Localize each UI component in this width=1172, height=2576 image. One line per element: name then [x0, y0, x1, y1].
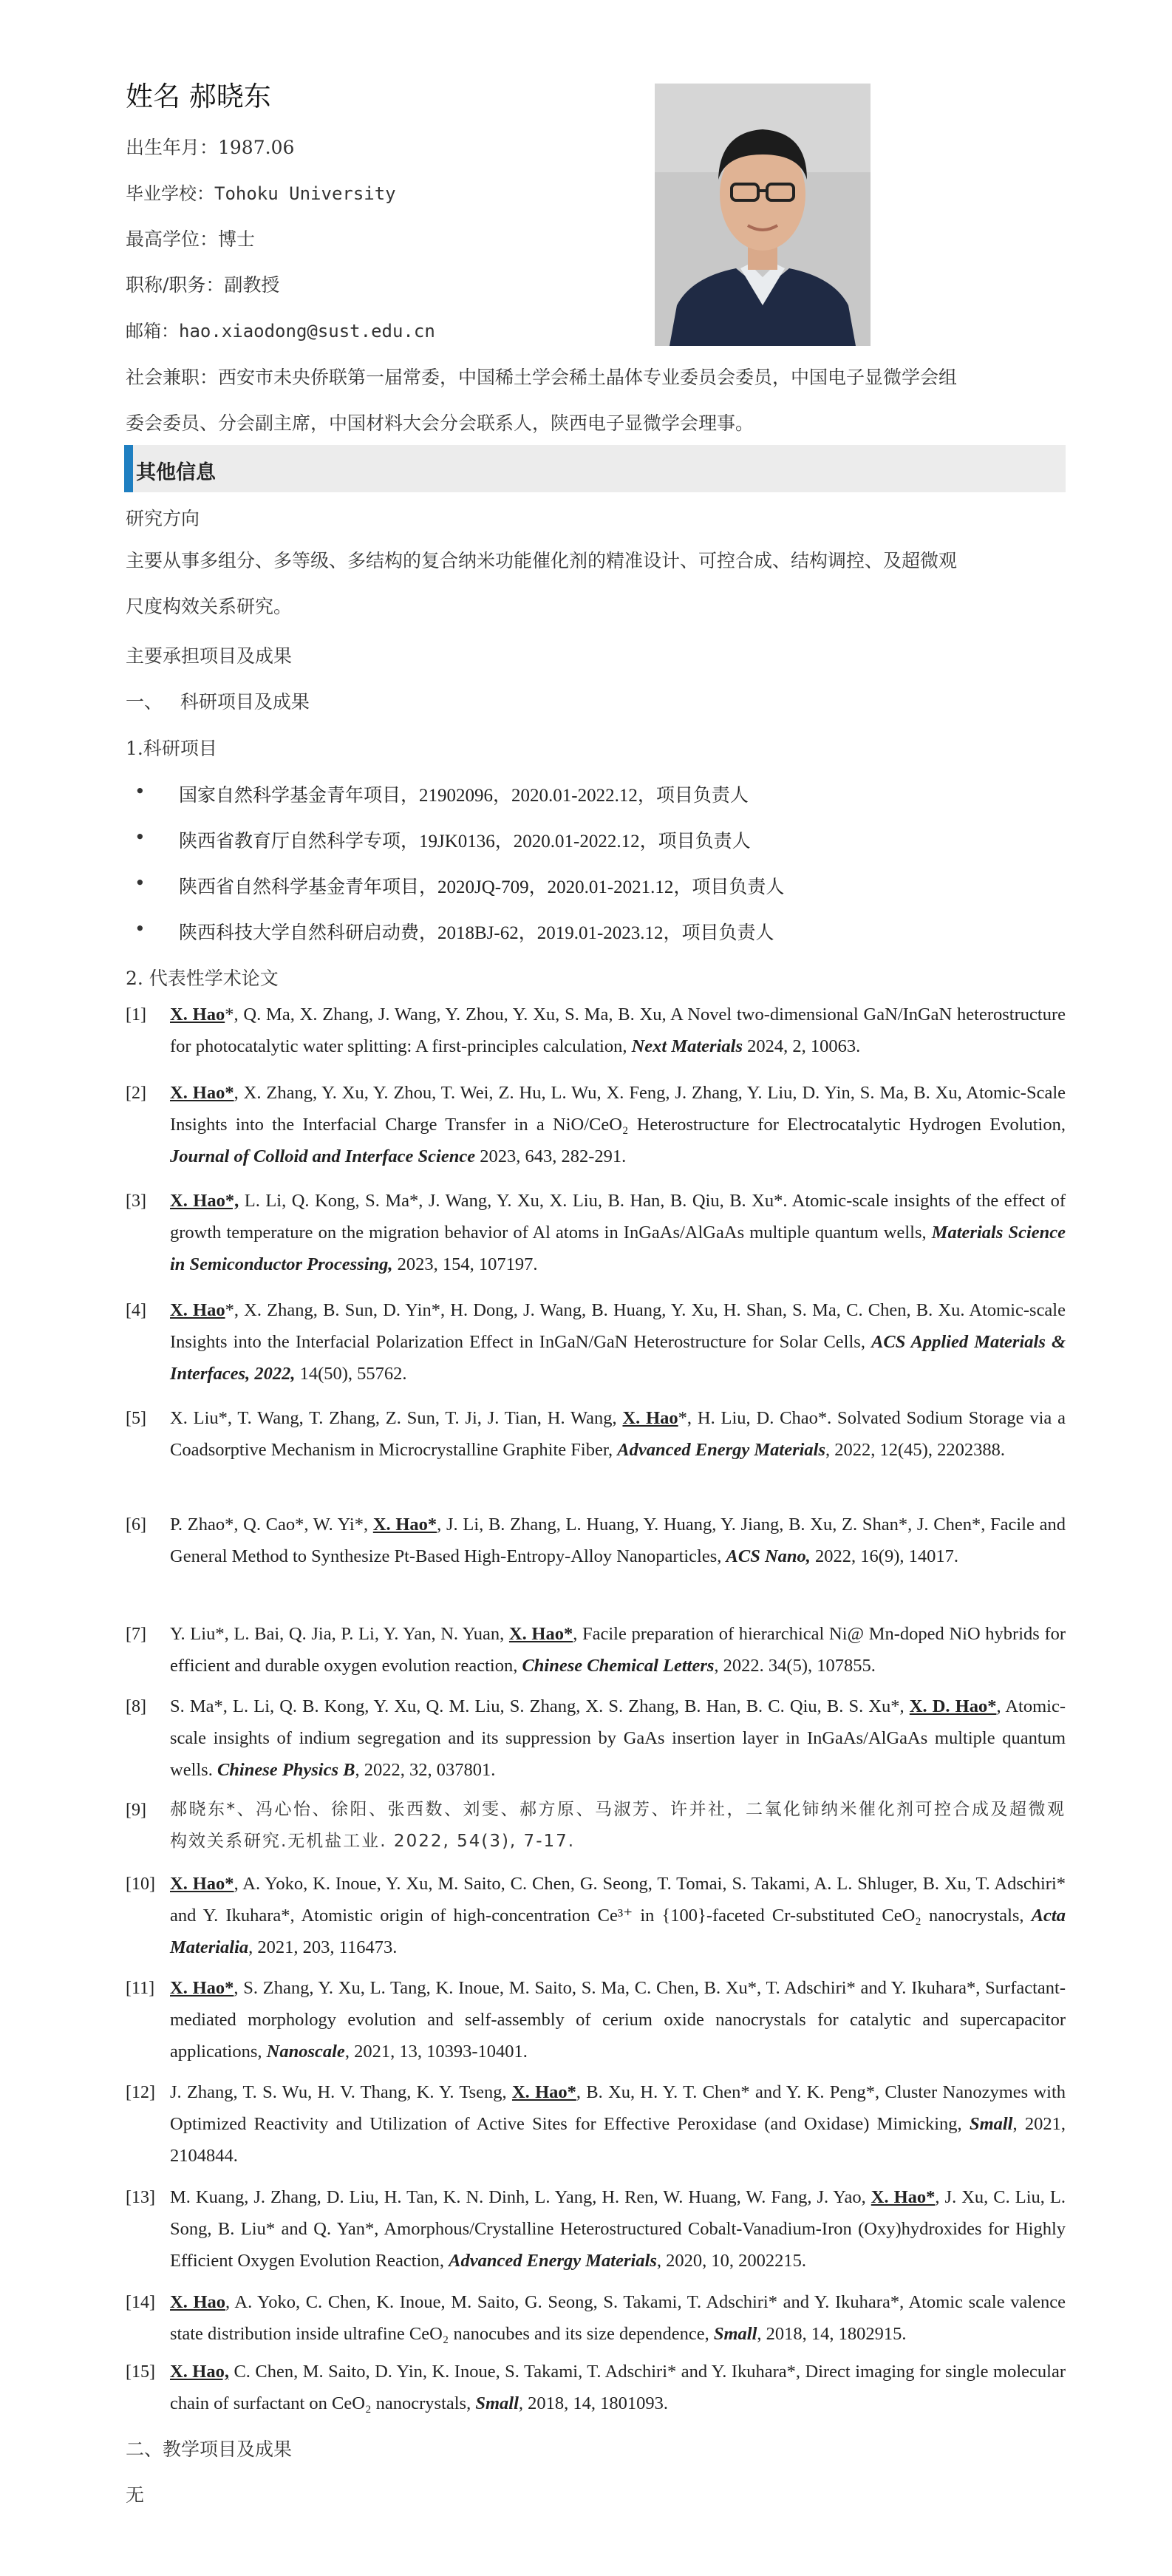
journal-name: Small [475, 2393, 519, 2413]
reference-text: X. Hao*, X. Zhang, B. Sun, D. Yin*, H. Dong, J. Wang, B. Huang, Y. Xu, H. Shan, S. Ma, C. Chen, B. Xu. Atomic-scale Insights into the Interfacial Polarization Effect in InGaN/GaN Heterostructure for Solar Cells, ACS Applied Materials & Interfaces, 2022, 14(50), 55762. [170, 1300, 1066, 1384]
highlighted-author: X. Hao [170, 2292, 226, 2312]
reference-text: S. Ma*, L. Li, Q. B. Kong, Y. Xu, Q. M. Liu, S. Zhang, X. S. Zhang, B. Han, B. C. Qiu, B. S. Xu*, X. D. Hao*, Atomic-scale insights of indium segregation and its suppression by GaAs insertion layer in InGaAs/AlGaAs multiple quantum wells. Chinese Physics B, 2022, 32, 037801. [170, 1696, 1066, 1780]
highlighted-author: X. Hao* [511, 2082, 576, 2102]
highlighted-author: X. Hao* [170, 1874, 234, 1894]
reference-text: X. Hao*, A. Yoko, K. Inoue, Y. Xu, M. Saito, C. Chen, G. Seong, T. Tomai, S. Takami, A. L. Shluger, B. Xu, T. Adschiri* and Y. Ikuhara*, Atomistic origin of high-concentration Ce³⁺ in {100}-faceted Cr-substituted CeO₂ nanocrystals, Acta Materialia, 2021, 203, 116473. [170, 1874, 1066, 1957]
bullet-icon: • [134, 872, 146, 894]
section-accent-bar [124, 445, 133, 492]
reference-number: [14] [126, 2293, 155, 2312]
highlighted-author: X. Hao [170, 1005, 225, 1024]
reference-text: X. Liu*, T. Wang, T. Zhang, Z. Sun, T. Ji, J. Tian, H. Wang, X. Hao*, H. Liu, D. Chao*. Solvated Sodium Storage via a Coadsorptive Mechanism in Microcrystalline Graphite Fiber, Advanced Energy Materials, 2022, 12(45), 2202388. [170, 1408, 1066, 1460]
graduate-school: 毕业学校：Tohoku University [126, 183, 396, 204]
journal-name: Next Materials [631, 1036, 743, 1056]
reference-number: [9] [126, 1801, 146, 1820]
research-description-line-2: 尺度构效关系研究。 [126, 596, 293, 617]
highlighted-author: X. Hao* [508, 1624, 573, 1644]
reference-number: [13] [126, 2188, 155, 2207]
journal-name: ACS Nano, [726, 1546, 811, 1566]
social-roles [126, 355, 1064, 446]
project-item: 国家自然科学基金青年项目，21902096，2020.01-2022.12，项目负责人 [179, 786, 749, 806]
teaching-heading: 二、教学项目及成果 [126, 2439, 293, 2460]
reference-number: [6] [126, 1515, 146, 1535]
reference-text: Y. Liu*, L. Bai, Q. Jia, P. Li, Y. Yan, N. Yuan, X. Hao*, Facile preparation of hierarchical Ni@ Mn-doped NiO hybrids for efficient and durable oxygen evolution reaction, Chinese Chemical Letters, 2022. 34(5), 107855. [170, 1624, 1066, 1676]
teaching-value: 无 [126, 2484, 145, 2506]
highlighted-author: X. Hao* [170, 1083, 234, 1103]
research-heading: 研究方向 [126, 508, 200, 529]
project-item: 陕西省教育厅自然科学专项，19JK0136，2020.01-2022.12，项目负责人 [179, 832, 751, 852]
research-description [126, 538, 1064, 630]
highest-degree: 最高学位：博士 [126, 228, 256, 250]
reference-number: [10] [126, 1875, 155, 1894]
reference-text: X. Hao*, S. Zhang, Y. Xu, L. Tang, K. Inoue, M. Saito, S. Ma, C. Chen, B. Xu*, T. Adschiri* and Y. Ikuhara*, Surfactant-mediated morphology evolution and self-assembly of cerium oxide nanocrystals for catalytic and supercapacitor applications, Nanoscale, 2021, 13, 10393-10401. [170, 1978, 1066, 2062]
highlighted-author: X. Hao, [170, 2362, 229, 2382]
reference-text: X. Hao, A. Yoko, C. Chen, K. Inoue, M. Saito, G. Seong, S. Takami, T. Adschiri* and Y. Ikuhara*, Atomic scale valence state distribution inside ultrafine CeO₂ nanocubes and its size dependence, Small, 2018, 14, 1802915. [170, 2292, 1066, 2344]
reference-number: [4] [126, 1301, 146, 1320]
journal-name: Nanoscale [266, 2042, 345, 2062]
bullet-icon: • [134, 918, 146, 939]
reference-number: [12] [126, 2083, 155, 2102]
journal-name: Small [969, 2114, 1013, 2134]
projects-heading: 主要承担项目及成果 [126, 645, 293, 667]
reference-text: M. Kuang, J. Zhang, D. Liu, H. Tan, K. N. Dinh, L. Yang, H. Ren, W. Huang, W. Fang, J. Yao, X. Hao*, J. Xu, C. Liu, L. Song, B. Liu* and Q. Yan*, Amorphous/Crystalline Heterostructured Cobalt-Vanadium-Iron (Oxy)hydroxides for Highly Efficient Oxygen Evolution Reaction, Advanced Energy Materials, 2020, 10, 2002215. [170, 2187, 1066, 2271]
journal-name: Acta Materialia [170, 1906, 1066, 1957]
reference-number: [11] [126, 1979, 155, 1998]
journal-name: ACS Applied Materials & Interfaces, 2022, [170, 1332, 1066, 1384]
reference-number: [15] [126, 2362, 155, 2382]
highlighted-author: X. Hao*, [170, 1191, 239, 1211]
bullet-icon: • [134, 826, 146, 848]
reference-number: [1] [126, 1005, 146, 1024]
highlighted-author: X. Hao [622, 1408, 678, 1428]
journal-name: Chinese Physics B [217, 1760, 355, 1780]
job-title: 职称/职务：副教授 [126, 274, 280, 296]
reference-number: [8] [126, 1697, 146, 1716]
highlighted-author: X. Hao* [871, 2187, 936, 2207]
reference-number: [7] [126, 1625, 146, 1644]
reference-number: [5] [126, 1409, 146, 1428]
section-header-other-info [124, 445, 1066, 492]
reference-text: X. Hao*, Q. Ma, X. Zhang, J. Wang, Y. Zhou, Y. Xu, S. Ma, B. Xu, A Novel two-dimensional GaN/InGaN heterostructure for photocatalytic water splitting: A first-principles calculation, Next Materials 2024, 2, 10063. [170, 1005, 1066, 1056]
reference-number: [3] [126, 1192, 146, 1211]
reference-number: [2] [126, 1084, 146, 1103]
part-one-heading: 一、 科研项目及成果 [126, 691, 310, 713]
section-title: 其他信息 [136, 461, 216, 484]
research-description-line-1: 主要从事多组分、多等级、多结构的复合纳米功能催化剂的精准设计、可控合成、结构调控、及超微观 [126, 550, 958, 571]
highlighted-author: X. D. Hao* [909, 1696, 997, 1716]
highlighted-author: X. Hao* [372, 1515, 437, 1535]
reference-text: J. Zhang, T. S. Wu, H. V. Thang, K. Y. Tseng, X. Hao*, B. Xu, H. Y. T. Chen* and Y. K. Peng*, Cluster Nanozymes with Optimized Reactivity and Utilization of Active Sites for Effective Peroxidase (and Oxidase) Mimicking, Small, 2021, 2104844. [170, 2082, 1066, 2166]
reference-text: X. Hao*, X. Zhang, Y. Xu, Y. Zhou, T. Wei, Z. Hu, L. Wu, X. Feng, J. Zhang, Y. Liu, D. Yin, S. Ma, B. Xu, Atomic-Scale Insights into the Interfacial Charge Transfer in a NiO/CeO₂ Heterostructure for Electrocatalytic Hydrogen Evolution, Journal of Colloid and Interface Science 2023, 643, 282-291. [170, 1083, 1066, 1166]
research-projects-subheading: 1.科研项目 [126, 738, 217, 759]
page-title: 姓名 郝晓东 [126, 81, 271, 112]
birth-date: 出生年月：1987.06 [126, 137, 295, 158]
journal-name: Small [713, 2324, 757, 2344]
social-roles-line-2: 委会委员、分会副主席，中国材料大会分会联系人，陕西电子显微学会理事。 [126, 412, 754, 434]
journal-name: Advanced Energy Materials [617, 1440, 826, 1460]
bullet-icon: • [134, 781, 146, 802]
project-item: 陕西省自然科学基金青年项目，2020JQ-709，2020.01-2021.12，项目负责人 [179, 877, 785, 897]
papers-subheading: 2. 代表性学术论文 [126, 968, 279, 989]
journal-name: Journal of Colloid and Interface Science [170, 1146, 476, 1166]
highlighted-author: X. Hao [170, 1300, 225, 1320]
reference-text: X. Hao, C. Chen, M. Saito, D. Yin, K. Inoue, S. Takami, T. Adschiri* and Y. Ikuhara*, Direct imaging for single molecular chain of surfactant on CeO₂ nanocrystals, Small, 2018, 14, 1801093. [170, 2362, 1066, 2413]
person-portrait-icon [655, 84, 871, 346]
reference-text: 郝晓东*、冯心怡、徐阳、张西数、刘雯、郝方原、马淑芳、许并社，二氧化铈纳米催化剂可控合成及超微观构效关系研究.无机盐工业. 2022, 54(3), 7-17. [170, 1800, 1066, 1851]
email: 邮箱：hao.xiaodong@sust.edu.cn [126, 321, 435, 341]
reference-text: X. Hao*, L. Li, Q. Kong, S. Ma*, J. Wang, Y. Xu, X. Liu, B. Han, B. Qiu, B. Xu*. Atomic-scale insights of the effect of growth temperature on the migration behavior of Al atoms in InGaAs/AlGaAs multiple quantum wells, Materials Science in Semiconductor Processing, 2023, 154, 107197. [170, 1191, 1066, 1274]
project-item: 陕西科技大学自然科研启动费，2018BJ-62，2019.01-2023.12，项目负责人 [179, 923, 774, 943]
journal-name: Advanced Energy Materials [449, 2251, 657, 2271]
highlighted-author: X. Hao* [170, 1978, 234, 1998]
profile-photo [655, 84, 871, 346]
social-roles-line-1: 社会兼职：西安市未央侨联第一届常委，中国稀土学会稀土晶体专业委员会委员，中国电子显微学会组 [126, 367, 958, 388]
reference-text: P. Zhao*, Q. Cao*, W. Yi*, X. Hao*, J. Li, B. Zhang, L. Huang, Y. Huang, Y. Jiang, B. Xu, Z. Shan*, J. Chen*, Facile and General Method to Synthesize Pt-Based High-Entropy-Alloy Nanoparticles, ACS Nano, 2022, 16(9), 14017. [170, 1515, 1066, 1566]
journal-name: Materials Science in Semiconductor Processing, [170, 1223, 1066, 1274]
journal-name: Chinese Chemical Letters [522, 1656, 715, 1676]
